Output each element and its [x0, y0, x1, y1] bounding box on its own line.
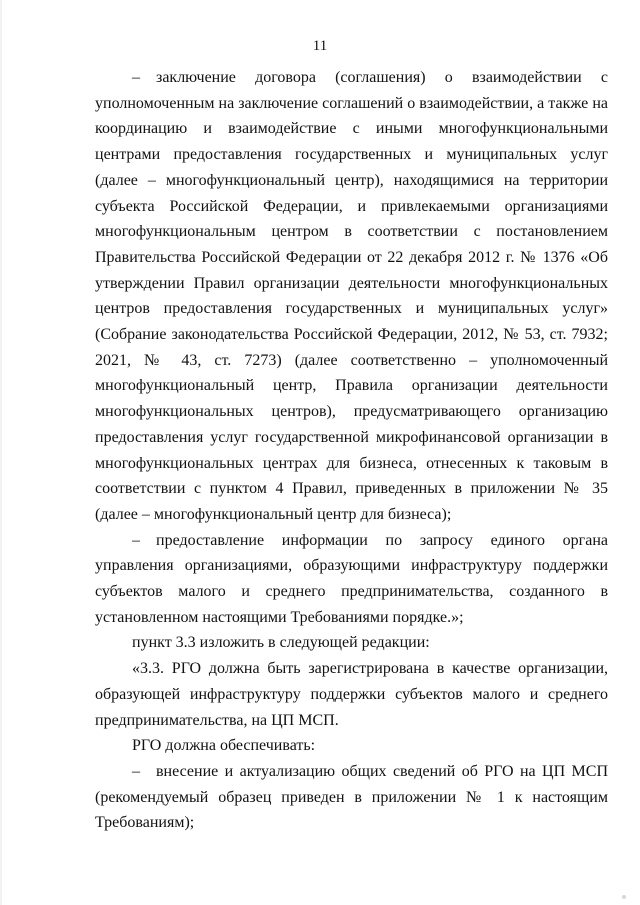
paragraph-clause-3-3-intro: пункт 3.3 изложить в следующей редакции: [132, 634, 430, 652]
scan-artifact [622, 895, 626, 899]
scan-edge [0, 0, 2, 905]
paragraph-information-provision: – предоставление информации по запросу единого органа управления организациями, образующими инфраструктуру поддержки субъектов малого и среднего предпринимательства, созданного в установленном настоящими Требованиями порядке.»; [95, 531, 608, 626]
document-body [95, 65, 608, 836]
paragraph-clause-3-3: «3.3. РГО должна быть зарегистрирована в качестве организации, образующей инфраструктуру поддержки субъектов малого и среднего предпринимательства, на ЦП МСП. [95, 660, 608, 729]
paragraph-rgo-obligations: РГО должна обеспечивать: [132, 737, 316, 755]
paragraph-agreement-conclusion: – заключение договора (соглашения) о взаимодействии с уполномоченным на заключение соглашений о взаимодействии, а также на координацию и взаимодействие с иными многофункциональными центрами предоставления государственных и муниципальных услуг (далее – многофункциональный центр), находящимися на территории субъекта Российской Федерации, и привлекаемыми организациями многофункциональным центром в соответствии с постановлением Правительства Российской Федерации от 22 декабря 2012 г. № 1376 «Об утверждении Правил организации деятельности многофункциональных центров предоставления государственных и муниципальных услуг» (Собрание законодательства Российской Федерации, 2012, № 53, ст. 7932; 2021, № 43, ст. 7273) (далее соответственно – уполномоченный многофункциональный центр, Правила организации деятельности многофункциональных центров), предусматривающего организацию предоставления услуг государственной микрофинансовой организации в многофункциональных центрах для бизнеса, отнесенных к таковым в соответствии с пунктом 4 Правил, приведенных в приложении № 35 (далее – многофункциональный центр для бизнеса); [95, 69, 608, 523]
paragraph-general-info: – внесение и актуализацию общих сведений об РГО на ЦП МСП (рекомендуемый образец приведен в приложении № 1 к настоящим Требованиям); [95, 762, 608, 832]
page-number: 11 [312, 38, 328, 54]
